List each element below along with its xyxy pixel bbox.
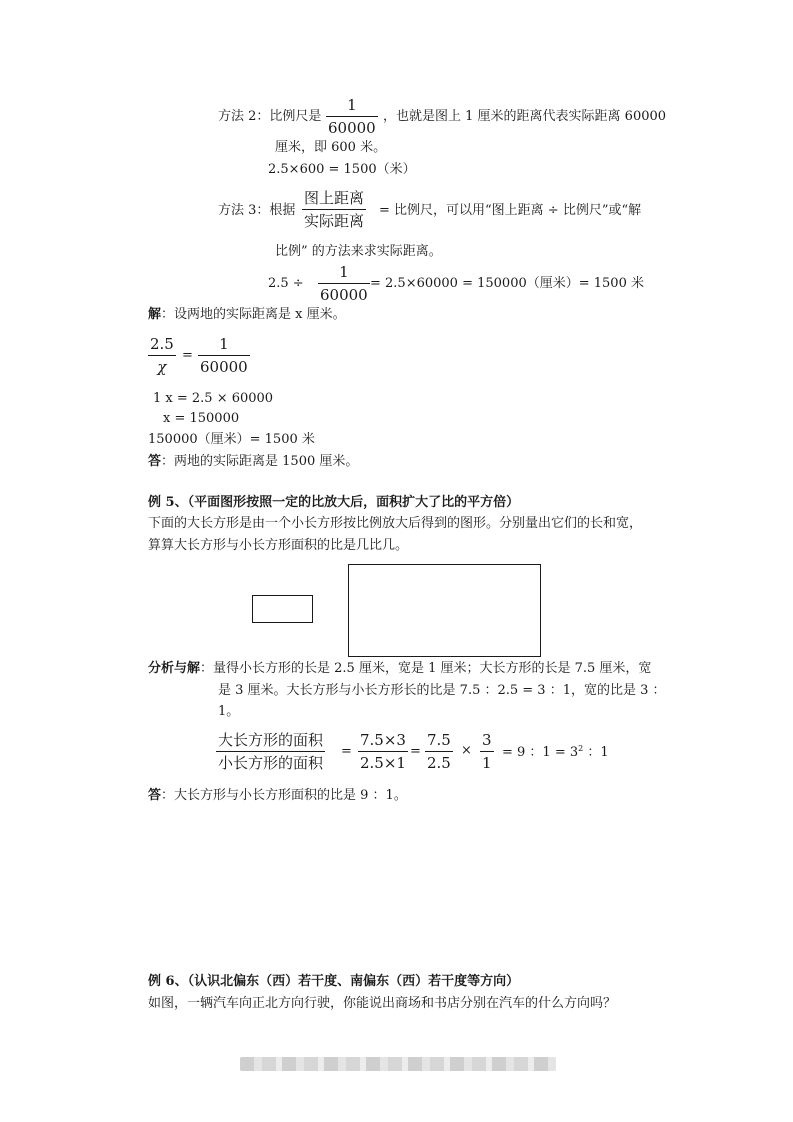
method2-prefix: 方法 2：比例尺是 bbox=[218, 109, 322, 124]
fraction-denominator: 2.5 bbox=[427, 754, 451, 772]
method3-calc-suffix: = 2.5×60000 = 150000（厘米）= 1500 米 bbox=[370, 276, 644, 291]
length-ratio-fraction bbox=[425, 733, 453, 771]
proportion-right-fraction bbox=[198, 337, 250, 375]
analysis-label: 分析与解 bbox=[148, 661, 201, 676]
method2-calc: 2.5×600 = 1500（米） bbox=[268, 162, 416, 177]
fraction-denominator: χ bbox=[157, 358, 167, 376]
fraction-denominator: 小长方形的面积 bbox=[218, 754, 324, 772]
fraction-numerator: 1 bbox=[339, 263, 349, 281]
solution-label: 解 bbox=[148, 307, 162, 322]
blurred-footer-watermark bbox=[240, 1057, 556, 1071]
ratio-exponent: 2 bbox=[578, 744, 584, 753]
fraction-numerator: 2.5 bbox=[150, 335, 174, 353]
answer-label: 答 bbox=[148, 788, 162, 803]
solution-step2: x = 150000 bbox=[163, 411, 240, 426]
fraction-numerator: 1 bbox=[347, 96, 357, 114]
analysis-text-1: ：量得小长方形的长是 2.5 厘米，宽是 1 厘米；大长方形的长是 7.5 厘米，宽 bbox=[200, 661, 652, 676]
method3-calc-prefix: 2.5 ÷ bbox=[268, 276, 304, 291]
ratio-result-b: ：1 bbox=[587, 745, 609, 760]
fraction-denominator: 60000 bbox=[320, 286, 368, 304]
fraction-numerator: 1 bbox=[219, 335, 229, 353]
fraction-numerator: 图上距离 bbox=[304, 189, 365, 207]
equals-sign-1: = bbox=[341, 744, 352, 759]
solution-text: ：设两地的实际距离是 x 厘米。 bbox=[161, 307, 346, 322]
method2-suffix: ，也就是图上 1 厘米的距离代表实际距离 60000 bbox=[383, 109, 667, 124]
fraction-denominator: 60000 bbox=[200, 358, 248, 376]
example5-answer bbox=[148, 789, 407, 802]
answer-text: ：两地的实际距离是 1500 厘米。 bbox=[161, 454, 359, 469]
ratio-result-a: = 9 ：1 = 3 bbox=[502, 745, 579, 760]
fraction-numerator: 7.5 bbox=[427, 731, 451, 749]
small-rectangle bbox=[252, 595, 313, 623]
solution-line bbox=[148, 308, 346, 321]
times-sign: × bbox=[461, 743, 472, 758]
example5-desc-line1: 下面的大长方形是由一个小长方形按比例放大后得到的图形。分别量出它们的长和宽， bbox=[148, 516, 643, 531]
example6-desc: 如图，一辆汽车向正北方向行驶，你能说出商场和书店分别在汽车的什么方向吗？ bbox=[148, 996, 617, 1011]
method3-suffix: = 比例尺，可以用“图上距离 ÷ 比例尺”或“解 bbox=[379, 203, 642, 218]
product-fraction bbox=[358, 733, 408, 771]
fraction-denominator: 2.5×1 bbox=[360, 754, 406, 772]
answer-text: ：大长方形与小长方形面积的比是 9 ：1。 bbox=[161, 788, 407, 803]
method2-fraction bbox=[326, 98, 378, 136]
example5-title: 例 5、（平面图形按照一定的比放大后，面积扩大了比的平方倍） bbox=[148, 495, 520, 510]
equals-sign-2: = bbox=[410, 744, 421, 759]
fraction-numerator: 3 bbox=[482, 731, 492, 749]
fraction-numerator: 7.5×3 bbox=[360, 731, 406, 749]
solution-step3: 150000（厘米）= 1500 米 bbox=[148, 432, 315, 447]
area-ratio-fraction bbox=[216, 733, 325, 771]
proportion-equals: = bbox=[182, 348, 193, 363]
example5-analysis-line3: 1。 bbox=[218, 704, 240, 719]
example6-title: 例 6、（认识北偏东（西）若干度、南偏东（西）若干度等方向） bbox=[148, 974, 520, 989]
large-rectangle bbox=[348, 564, 541, 657]
method2-line2: 厘米，即 600 米。 bbox=[275, 140, 387, 155]
method3-fraction bbox=[302, 191, 366, 229]
solution-answer bbox=[148, 455, 358, 468]
fraction-numerator: 大长方形的面积 bbox=[218, 731, 324, 749]
method3-prefix: 方法 3：根据 bbox=[218, 203, 296, 218]
fraction-denominator: 60000 bbox=[328, 119, 376, 137]
method3-calc-fraction bbox=[318, 265, 370, 303]
example5-analysis-line1 bbox=[148, 662, 651, 675]
width-ratio-fraction bbox=[480, 733, 494, 771]
fraction-denominator: 实际距离 bbox=[304, 212, 365, 230]
solution-step1: 1 x = 2.5 × 60000 bbox=[153, 391, 274, 406]
method3-line2: 比例” 的方法来求实际距离。 bbox=[275, 244, 442, 259]
example5-desc-line2: 算算大长方形与小长方形面积的比是几比几。 bbox=[148, 538, 409, 553]
ratio-result bbox=[502, 745, 609, 759]
proportion-left-fraction bbox=[148, 337, 176, 375]
answer-label: 答 bbox=[148, 454, 162, 469]
fraction-denominator: 1 bbox=[482, 754, 492, 772]
example5-analysis-line2: 是 3 厘米。大长方形与小长方形长的比是 7.5 ：2.5 = 3 ：1，宽的比是 3 ： bbox=[218, 683, 666, 698]
